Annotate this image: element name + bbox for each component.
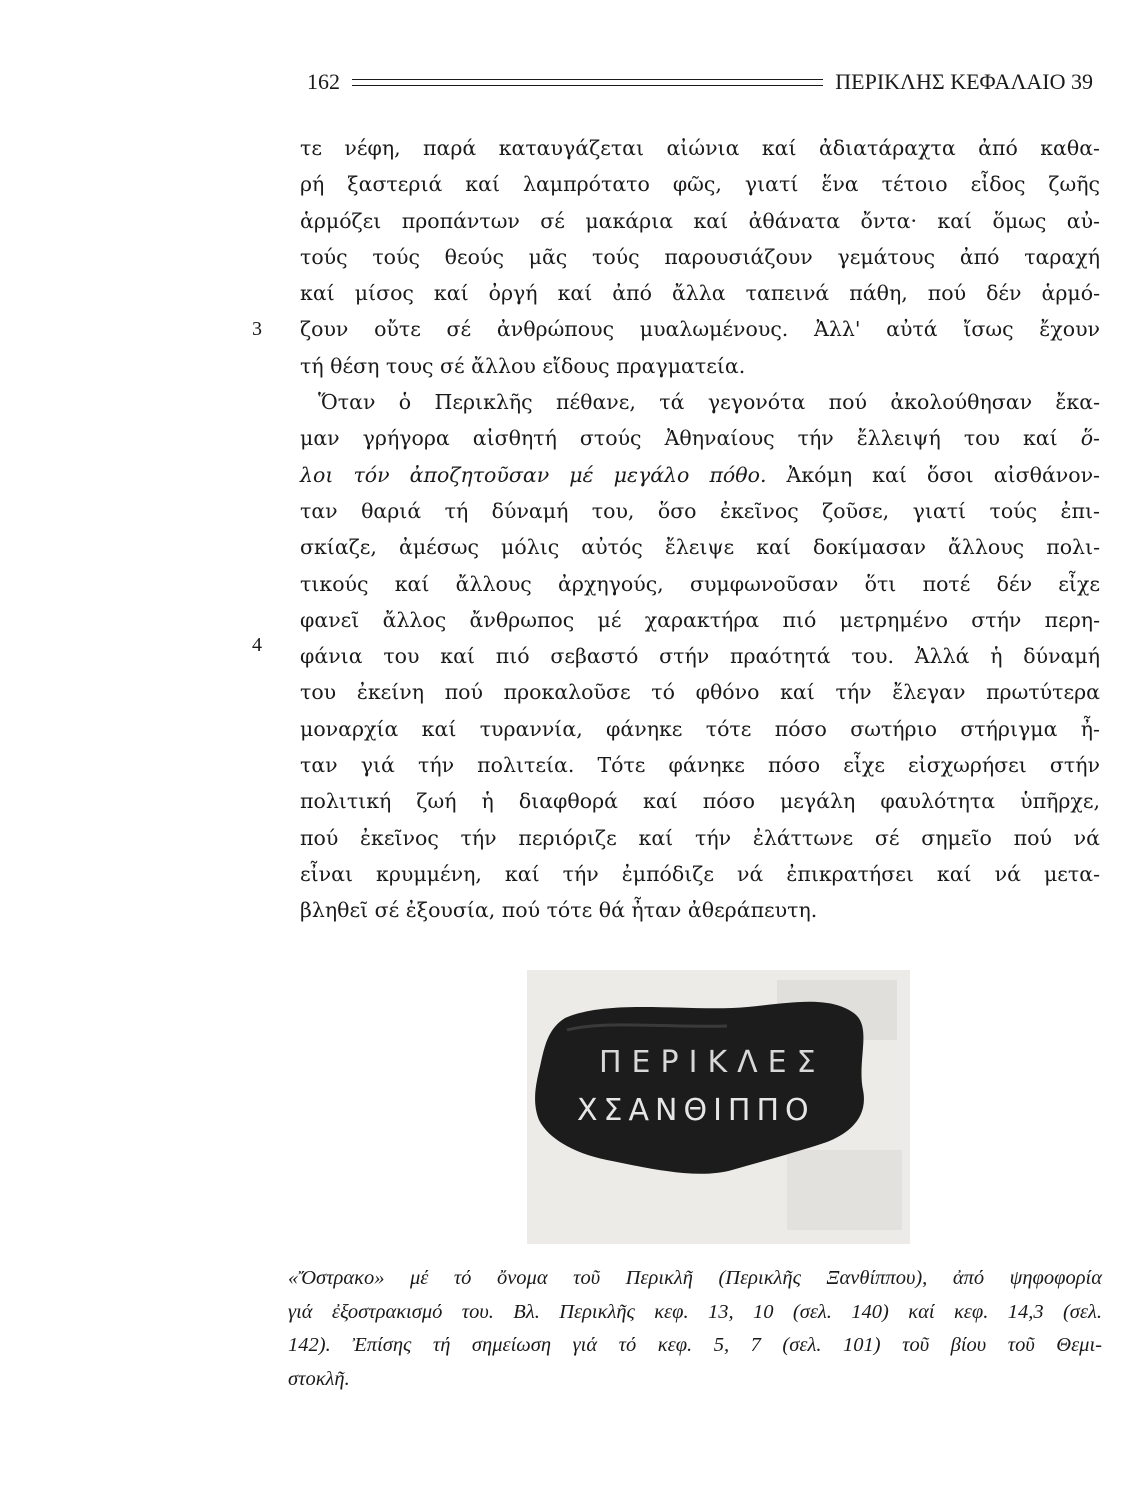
running-header	[307, 62, 1093, 102]
body-text	[300, 130, 1100, 929]
body-line: λοι τόν ἀποζητοῦσαν μέ μεγάλο πόθο. Ἀκόμη καί ὅσοι αἰσθάνον-	[300, 462, 1100, 487]
running-title: ΠΕΡΙΚΛΗΣ ΚΕΦΑΛΑΙΟ 39	[835, 69, 1093, 94]
body-line: πολιτική ζωή ἡ διαφθορά καί πόσο μεγάλη φαυλότητα ὑπῆρχε,	[300, 789, 1100, 814]
italic-quote: λοι τόν ἀποζητοῦσαν μέ μεγάλο πόθο.	[300, 462, 767, 487]
margin-section-number: 3	[252, 318, 262, 340]
body-line: ἁρμόζει προπάντων σέ μακάρια καί ἀθάνατα ὄντα· καί ὅμως αὐ-	[300, 208, 1100, 233]
body-line: ταν γιά τήν πολιτεία. Τότε φάνηκε πόσο εἶχε εἰσχωρήσει στήν	[300, 753, 1100, 778]
body-line: σκίαζε, ἀμέσως μόλις αὐτός ἔλειψε καί δοκίμασαν ἄλλους πολι-	[300, 535, 1100, 560]
body-line: τή θέση τους σέ ἄλλου εἴδους πραγματεία.	[300, 353, 746, 378]
body-line: τούς τούς θεούς μᾶς τούς παρουσιάζουν γεμάτους ἀπό ταραχή	[300, 244, 1100, 269]
margin-section-number: 4	[252, 634, 262, 656]
body-line: βληθεῖ σέ ἐξουσία, πού τότε θά ἦταν ἀθεράπευτη.	[300, 898, 818, 923]
ostracon-inscription-line2: ΧΣΑΝΘΙΠΠΟ	[577, 1093, 815, 1128]
body-line: φανεῖ ἄλλος ἄνθρωπος μέ χαρακτήρα πιό μετρημένο στήν περη-	[300, 607, 1100, 632]
figure-caption	[288, 1262, 1102, 1396]
body-line: τικούς καί ἄλλους ἀρχηγούς, συμφωνοῦσαν ὅτι ποτέ δέν εἶχε	[300, 571, 1100, 596]
body-line: Ὅταν ὁ Περικλῆς πέθανε, τά γεγονότα πού ἀκολούθησαν ἔκα-	[318, 390, 1100, 415]
body-line: πού ἐκεῖνος τήν περιόριζε καί τήν ἐλάττωνε σέ σημεῖο πού νά	[300, 825, 1100, 850]
body-line: ταν θαριά τή δύναμή του, ὅσο ἐκεῖνος ζοῦσε, γιατί τούς ἐπι-	[300, 498, 1100, 523]
body-line: του ἐκείνη πού προκαλοῦσε τό φθόνο καί τήν ἔλεγαν πρωτύτερα	[300, 680, 1100, 705]
body-line: ρή ξαστεριά καί λαμπρότατο φῶς, γιατί ἕνα τέτοιο εἶδος ζωῆς	[300, 172, 1100, 197]
body-line: ζουν οὔτε σέ ἀνθρώπους μυαλωμένους. Ἀλλ' αὐτά ἴσως ἔχουν	[300, 317, 1100, 342]
caption-line: 142). Ἐπίσης τή σημείωση γιά τό κεφ. 5, 7 (σελ. 101) τοῦ βίου τοῦ Θεμι-	[288, 1334, 1102, 1356]
page-number: 162	[307, 69, 340, 94]
caption-line: «Ὄστρακο» μέ τό ὄνομα τοῦ Περικλῆ (Περικλῆς Ξανθίππου), ἀπό ψηφοφορία	[288, 1267, 1102, 1289]
body-line: φάνια του καί πιό σεβαστό στήν πραότητά του. Ἀλλά ἡ δύναμή	[300, 644, 1100, 669]
italic-quote: ὅ-	[1080, 426, 1100, 451]
body-line: τε νέφη, παρά καταυγάζεται αἰώνια καί ἀδιατάραχτα ἀπό καθα-	[300, 136, 1100, 160]
ostracon-shard-image	[527, 970, 910, 1244]
body-line: εἶναι κρυμμένη, καί τήν ἐμπόδιζε νά ἐπικρατήσει καί νά μετα-	[300, 861, 1100, 886]
caption-line: γιά ἐξοστρακισμό του. Βλ. Περικλῆς κεφ. 13, 10 (σελ. 140) καί κεφ. 14,3 (σελ.	[288, 1300, 1102, 1323]
ostracon-inscription-line1: ΠΕΡΙΚΛΕΣ	[599, 1045, 826, 1080]
body-line: μαν γρήγορα αἰσθητή στούς Ἀθηναίους τήν ἔλλειψή του καί ὅ-	[300, 426, 1100, 451]
header-double-rule	[352, 79, 823, 86]
body-line: μοναρχία καί τυραννία, φάνηκε τότε πόσο σωτήριο στήριγμα ἦ-	[300, 716, 1100, 741]
body-line: καί μίσος καί ὀργή καί ἀπό ἄλλα ταπεινά πάθη, πού δέν ἁρμό-	[300, 281, 1100, 306]
ostracon-photo	[527, 970, 910, 1244]
caption-line: στοκλῆ.	[288, 1367, 350, 1390]
